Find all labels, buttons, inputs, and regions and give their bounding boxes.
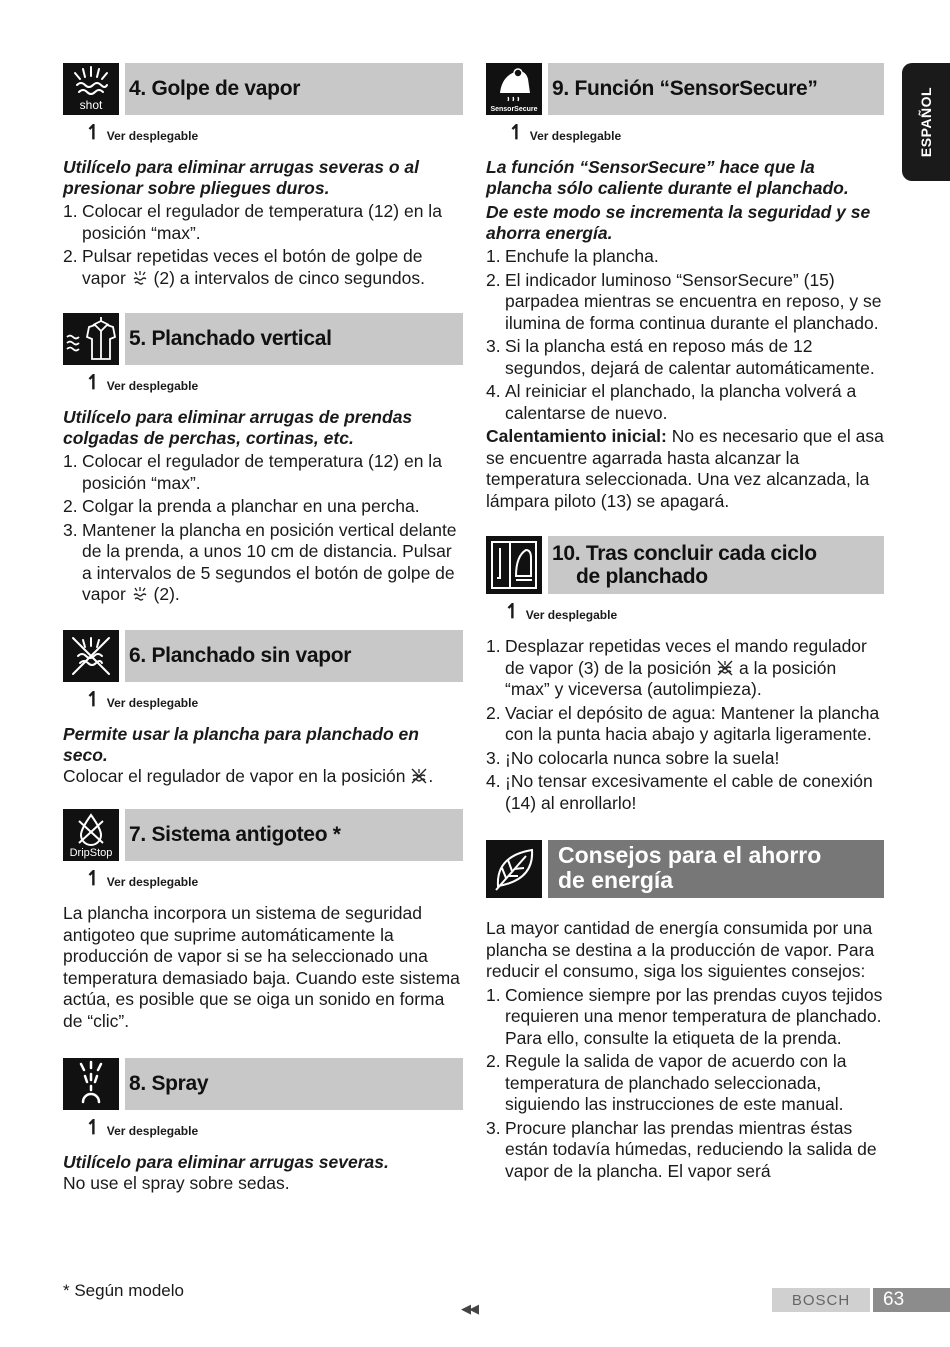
list-item: 1. Desplazar repetidas veces el mando regulador de vapor (3) de la posición a la posición “max” y viceversa (autolimpieza). <box>486 636 867 699</box>
fold-out-reference: ↿ Ver desplegable <box>85 868 199 890</box>
section-10-steps <box>486 636 884 814</box>
list-item: 4. Al reiniciar el planchado, la plancha volverá a calentarse de nuevo. <box>486 381 857 423</box>
list-item: 3. Mantener la plancha en posición vertical delante de la prenda, a unos 10 cm de distancia. Pulsar a intervalos de 5 segundos el botón de golpe de vapor (2). <box>63 519 457 604</box>
arrow-up-icon: ↿ <box>85 122 102 144</box>
arrow-up-icon: ↿ <box>504 601 521 623</box>
leaf-icon <box>486 840 542 898</box>
no-steam-symbol-icon <box>410 768 428 784</box>
section-10-header <box>486 536 884 594</box>
fold-out-reference: ↿ Ver desplegable <box>508 122 622 144</box>
right-column <box>486 63 884 1184</box>
brand-logo: BOSCH <box>772 1288 870 1312</box>
arrow-up-icon: ↿ <box>85 688 102 711</box>
section-9-title: 9. Función “SensorSecure” <box>548 63 884 115</box>
section-4-steps <box>63 201 463 289</box>
list-item: 3. Si la plancha está en reposo más de 12 segundos, dejará de calentar automáticamente. <box>486 336 875 378</box>
list-item: 1. Colocar el regulador de temperatura (12) en la posición “max”. <box>63 201 442 243</box>
svg-text:SensorSecure: SensorSecure <box>490 106 538 113</box>
section-10-title: 10. Tras concluir cada ciclo de planchado <box>548 536 884 594</box>
section-8-text: No use el spray sobre sedas. <box>63 1173 290 1193</box>
section-4-title: 4. Golpe de vapor <box>125 63 463 115</box>
drip-stop-icon <box>63 809 119 861</box>
arrow-up-icon: ↿ <box>85 372 102 394</box>
list-item: 2. Colgar la prenda a planchar en una percha. <box>63 496 420 516</box>
fold-out-reference: ↿ Ver desplegable <box>85 122 199 144</box>
language-label: ESPAÑOL <box>918 86 934 158</box>
section-9-lead-2: De este modo se incrementa la seguridad y se ahorra energía. <box>486 202 871 243</box>
section-9-steps <box>486 246 884 424</box>
steam-shot-icon <box>63 63 119 115</box>
section-4-header <box>63 63 463 115</box>
list-item: 1. Colocar el regulador de temperatura (12) en la posición “max”. <box>63 451 442 493</box>
section-8-header <box>63 1058 463 1110</box>
list-item: 2. Vaciar el depósito de agua: Mantener la plancha con la punta hacia abajo y agitarla ligeramente. <box>486 702 880 744</box>
section-5-title: 5. Planchado vertical <box>125 313 463 365</box>
language-tab[interactable] <box>902 63 950 181</box>
iron-storage-icon <box>486 536 542 594</box>
section-5-lead: Utilícelo para eliminar arrugas de prendas colgadas de perchas, cortinas, etc. <box>63 407 413 448</box>
section-9-lead: La función “SensorSecure” hace que la plancha sólo caliente durante el planchado. <box>486 157 849 198</box>
spray-icon <box>63 1058 119 1110</box>
section-5-steps <box>63 451 463 606</box>
section-5-header <box>63 313 463 365</box>
section-6-text: Colocar el regulador de vapor en la posición . <box>63 765 434 786</box>
sensor-secure-icon <box>486 63 542 115</box>
fold-out-reference: ↿ Ver desplegable <box>504 601 618 623</box>
section-6-lead: Permite usar la plancha para planchado en seco. <box>63 723 419 765</box>
section-9-header <box>486 63 884 115</box>
list-item: 3. Procure planchar las prendas mientras éstas están todavía húmedas, reduciendo la salida de vapor de la plancha. El vapor será <box>486 1117 877 1181</box>
list-item: 4. ¡No tensar excesivamente el cable de conexión (14) al enrollarlo! <box>486 771 873 813</box>
arrow-up-icon: ↿ <box>85 1117 102 1139</box>
list-item: 3. ¡No colocarla nunca sobre la suela! <box>486 747 780 768</box>
no-steam-symbol-icon <box>716 660 734 676</box>
svg-text:shot: shot <box>79 98 103 112</box>
section-9-note: Calentamiento inicial: No es necesario que el asa se encuentre agarrada hasta alcanzar la temperatura seleccionada. Una vez alcanzada, la lámpara piloto (13) se apagará. <box>486 426 884 511</box>
energy-tips-list <box>486 985 884 1183</box>
vertical-steam-shirt-icon <box>63 313 119 365</box>
list-item: 1. Comience siempre por las prendas cuyos tejidos requieren una menor temperatura de planchado. Para ello, consulte la etiqueta de la prenda. <box>486 984 883 1048</box>
list-item: 1. Enchufe la plancha. <box>486 246 659 266</box>
fold-out-reference: ↿ Ver desplegable <box>85 372 199 394</box>
energy-intro: La mayor cantidad de energía consumida por una plancha se destina a la producción de vapor. Para reducir el consumo, siga los siguientes consejos: <box>486 918 875 981</box>
section-8-title: 8. Spray <box>125 1058 463 1110</box>
arrow-up-icon: ↿ <box>85 868 102 890</box>
section-7-header <box>63 809 463 861</box>
section-6-header <box>63 630 463 682</box>
no-steam-icon <box>63 630 119 682</box>
list-item: 2. El indicador luminoso “SensorSecure” (15) parpadea mientras se encuentra en reposo, y se ilumina de forma continua durante el planchado. <box>486 269 882 333</box>
fold-out-reference: ↿ Ver desplegable <box>85 1117 199 1139</box>
left-column <box>63 63 463 1195</box>
page-footer <box>772 1288 950 1312</box>
previous-page-icon[interactable]: ◀◀ <box>461 1301 477 1316</box>
page-number: 63 <box>873 1288 950 1312</box>
fold-out-reference: ↿ Ver desplegable <box>85 688 199 711</box>
section-7-title: 7. Sistema antigoteo * <box>125 809 463 861</box>
steam-burst-icon <box>131 586 149 602</box>
footnote: * Según modelo <box>63 1281 184 1300</box>
list-item: 2. Pulsar repetidas veces el botón de golpe de vapor (2) a intervalos de cinco segundos. <box>63 246 425 288</box>
section-4-lead: Utilícelo para eliminar arrugas severas o al presionar sobre pliegues duros. <box>63 157 420 198</box>
steam-burst-icon <box>131 270 149 286</box>
arrow-up-icon: ↿ <box>508 122 525 144</box>
section-6-title: 6. Planchado sin vapor <box>125 630 463 682</box>
energy-tips-header <box>486 840 884 898</box>
svg-text:DripStop: DripStop <box>69 847 113 859</box>
section-8-lead: Utilícelo para eliminar arrugas severas. <box>63 1152 389 1172</box>
section-7-text: La plancha incorpora un sistema de seguridad antigoteo que suprime automáticamente la producción de vapor si se ha seleccionado una temperatura demasiado baja. Cuando este sistema actúa, es posible que se oiga un sonido en forma de “clic”. <box>63 903 460 1031</box>
energy-tips-title: Consejos para el ahorro de energía <box>548 840 884 898</box>
list-item: 2. Regule la salida de vapor de acuerdo con la temperatura de planchado seleccionada, siguiendo las instrucciones de este manual. <box>486 1051 847 1114</box>
